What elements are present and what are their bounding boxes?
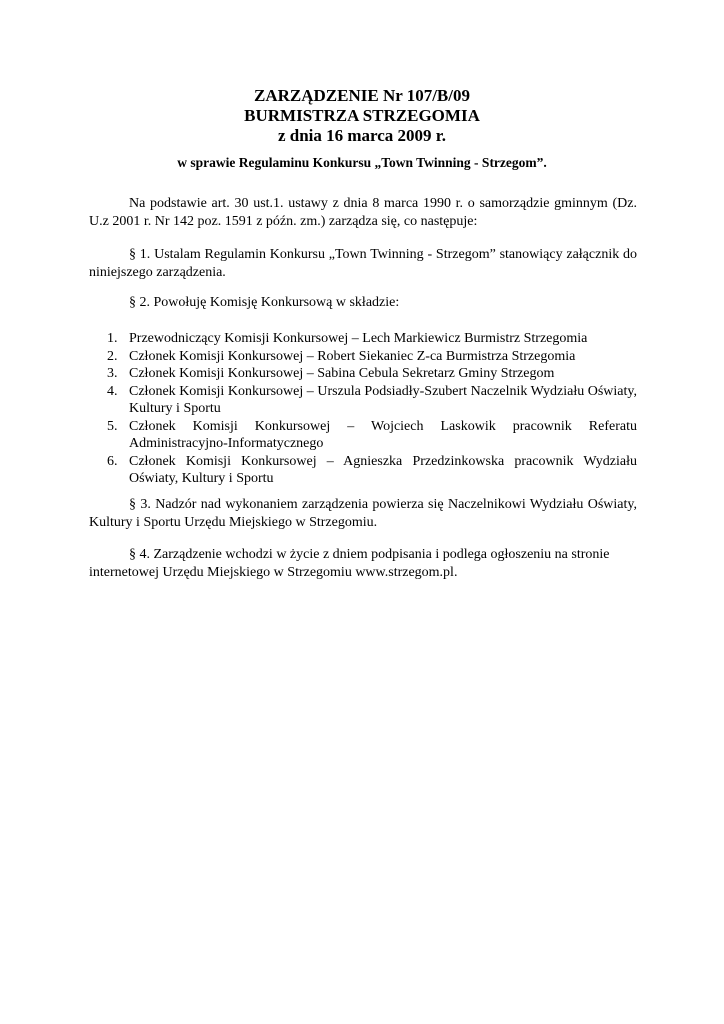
list-number: 2. [107,348,118,364]
list-text: Członek Komisji Konkursowej – Sabina Cebula Sekretarz Gminy Strzegom [129,366,555,381]
committee-member-item [89,330,637,348]
list-text: Członek Komisji Konkursowej – Urszula Podsiadły-Szubert Naczelnik Wydziału Oświaty, Kultury i Sportu [129,383,637,416]
list-number: 6. [107,453,118,469]
list-text: Przewodniczący Komisji Konkursowej – Lech Markiewicz Burmistrz Strzegomia [129,331,588,346]
title-line-mayor: BURMISTRZA STRZEGOMIA [244,106,480,125]
committee-member-item [89,453,637,488]
section-2-paragraph: § 2. Powołuję Komisję Konkursową w składzie: [129,295,400,310]
list-number: 4. [107,383,118,399]
list-text: Członek Komisji Konkursowej – Wojciech Laskowik pracownik Referatu Administracyjno-Informatycznego [129,418,637,451]
section-1-paragraph: § 1. Ustalam Regulamin Konkursu „Town Twinning - Strzegom” stanowiący załącznik do niniejszego zarządzenia. [89,247,637,280]
committee-member-item [89,348,637,366]
committee-member-item [89,418,637,453]
committee-member-item [89,365,637,383]
list-text: Członek Komisji Konkursowej – Robert Siekaniec Z-ca Burmistrza Strzegomia [129,348,576,364]
committee-member-item [89,383,637,418]
list-number: 5. [107,418,118,434]
list-text: Członek Komisji Konkursowej – Agnieszka Przedzinkowska pracownik Wydziału Oświaty, Kultury i Sportu [129,453,637,486]
list-number: 3. [107,366,118,381]
list-number: 1. [107,331,118,346]
document-subject: w sprawie Regulaminu Konkursu „Town Twinning - Strzegom”. [177,155,547,170]
section-4-paragraph: § 4. Zarządzenie wchodzi w życie z dniem podpisania i podlega ogłoszeniu na stronie internetowej Urzędu Miejskiego w Strzegomiu www.strzegom.pl. [89,547,610,580]
legal-basis-paragraph: Na podstawie art. 30 ust.1. ustawy z dnia 8 marca 1990 r. o samorządzie gminnym (Dz. U.z 2001 r. Nr 142 poz. 1591 z późn. zm.) zarządza się, co następuje: [89,196,637,229]
section-3-paragraph: § 3. Nadzór nad wykonaniem zarządzenia powierza się Naczelnikowi Wydziału Oświaty, Kultury i Sportu Urzędu Miejskiego w Strzegomiu. [89,497,637,530]
title-line-date: z dnia 16 marca 2009 r. [277,126,447,145]
title-line-ordinance: ZARZĄDZENIE Nr 107/B/09 [254,86,470,105]
document-title [0,86,724,146]
committee-list [89,330,637,488]
